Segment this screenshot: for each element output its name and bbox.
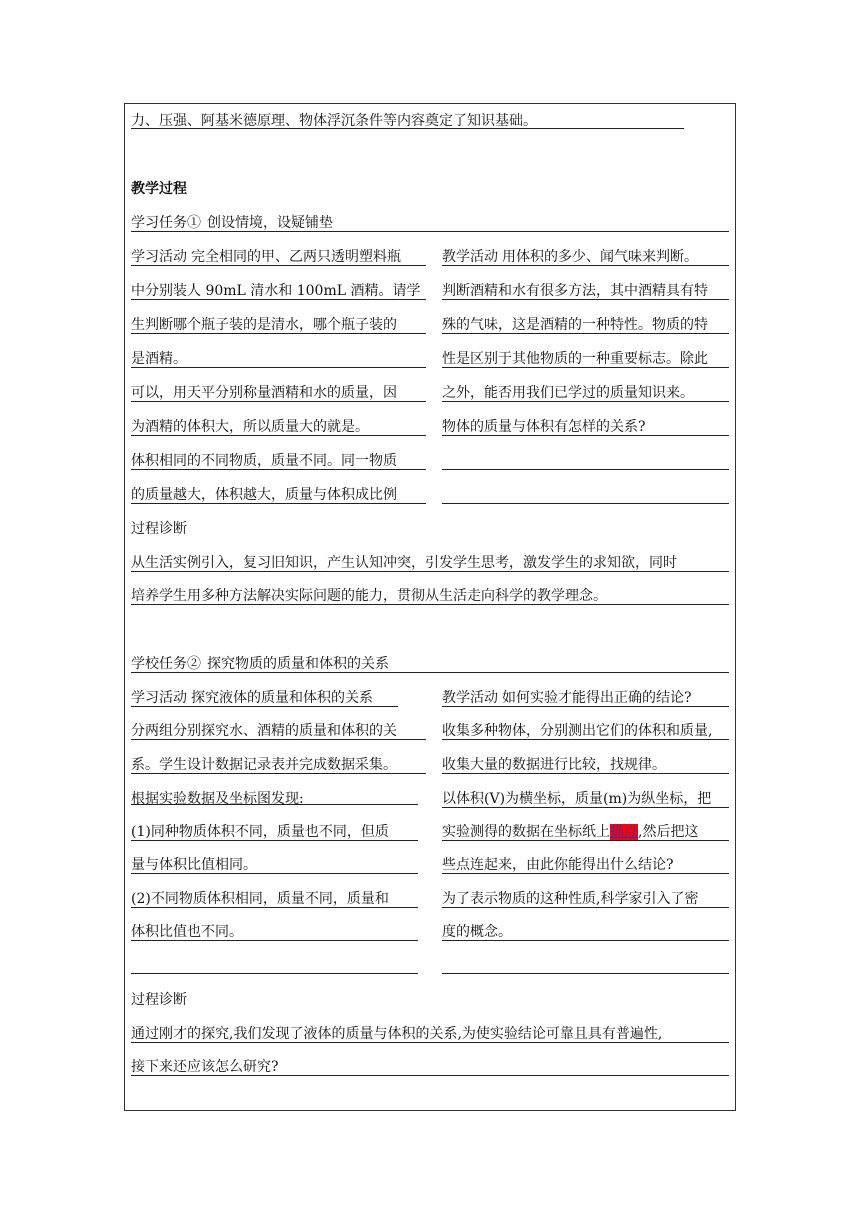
task2-diag-text: 通过刚才的探究,我们发现了液体的质量与体积的关系,为使实验结论可靠且具有普遍性, [131, 1026, 663, 1042]
underline [131, 940, 418, 941]
underline [131, 973, 418, 974]
underline [442, 773, 729, 774]
underline [442, 940, 729, 941]
underline [442, 706, 729, 707]
task2-left-text: 探究液体的质量和体积的关系 [191, 690, 373, 706]
task1-right-text: 之外，能否用我们已学过的质量知识来。 [442, 385, 694, 401]
underline [131, 1042, 729, 1043]
task2-title: 探究物质的质量和体积的关系 [207, 656, 389, 672]
underline [131, 604, 729, 605]
task2-diag-text: 接下来还应该怎么研究? [131, 1059, 279, 1075]
task1-diag-text: 培养学生用多种方法解决实际问题的能力，贯彻从生活走向科学的教学理念。 [131, 588, 607, 604]
underline [442, 299, 729, 300]
underline [131, 265, 426, 266]
task2-left-text: 根据实验数据及坐标图发现: [131, 791, 304, 807]
underline [131, 503, 426, 504]
task2-left-row-0 [131, 689, 373, 707]
underline [131, 706, 398, 707]
underline [131, 739, 426, 740]
task2-right-row-4 [442, 823, 698, 841]
task1-left-text: 为酒精的体积大，所以质量大的就是。 [131, 419, 369, 435]
task1-left-text: 是酒精。 [131, 351, 187, 367]
task2-right-text: 度的概念。 [442, 924, 512, 940]
underline [131, 571, 729, 572]
task1-header [131, 214, 333, 232]
underline [131, 804, 418, 805]
underline [442, 739, 729, 740]
underline [442, 435, 729, 436]
task1-left-text: 的质量越大，体积越大，质量与体积成比例 [131, 487, 397, 503]
task2-header [131, 655, 389, 673]
task2-left-text: (1)同种物质体积不同，质量也不同，但质 [131, 824, 389, 840]
task1-left-label: 学习活动 [131, 249, 187, 265]
task2-left-label: 学习活动 [131, 690, 187, 706]
underline [442, 503, 729, 504]
task2-right-text: 收集大量的数据进行比较，找规律。 [442, 757, 666, 773]
underline [442, 840, 729, 841]
underline [131, 333, 426, 334]
underline [442, 401, 729, 402]
task1-right-text: 用体积的多少、闻气味来判断。 [502, 249, 698, 265]
underline [131, 1075, 729, 1076]
task1-right-text: 物体的质量与体积有怎样的关系? [442, 419, 646, 435]
underline [131, 231, 729, 232]
task1-right-text: 判断酒精和水有很多方法，其中酒精具有特 [442, 283, 708, 299]
underline [442, 807, 729, 808]
task2-right-row-0 [442, 689, 692, 707]
task2-right-text: 实验测得的数据在坐标纸上 [442, 824, 610, 840]
task2-right-text: ,然后把这 [638, 824, 699, 840]
task1-left-text: 中分别装人 90mL 清水和 100mL 酒精。请学 [131, 283, 421, 299]
task2-diag-label: 过程诊断 [131, 992, 187, 1008]
underline [131, 907, 418, 908]
task1-left-text: 生判断哪个瓶子装的是清水，哪个瓶子装的 [131, 317, 397, 333]
task2-left-text: 分两组分别探究水、酒精的质量和体积的关 [131, 723, 397, 739]
task1-left-text: 完全相同的甲、乙两只透明塑料瓶 [191, 249, 401, 265]
underline [131, 128, 684, 129]
underline [131, 299, 426, 300]
underline [442, 333, 729, 334]
highlighted-term: 描点 [610, 824, 638, 840]
underline [131, 773, 426, 774]
task1-diag-text: 从生活实例引入，复习旧知识，产生认知冲突，引发学生思考，激发学生的求知欲，同时 [131, 555, 677, 571]
underline [131, 873, 418, 874]
underline [131, 435, 426, 436]
task2-right-text: 收集多种物体，分别测出它们的体积和质量, [442, 723, 713, 739]
task1-label: 学习任务① [131, 215, 201, 231]
task1-title: 创设情境，设疑铺垫 [207, 215, 333, 231]
underline [131, 367, 426, 368]
underline [131, 672, 729, 673]
underline [442, 367, 729, 368]
task2-right-text: 为了表示物质的这种性质,科学家引入了密 [442, 891, 699, 907]
task1-left-text: 体积相同的不同物质，质量不同。同一物质 [131, 453, 397, 469]
task2-label: 学校任务② [131, 656, 201, 672]
task1-right-label: 教学活动 [442, 249, 498, 265]
task2-left-text: 量与体积比值相同。 [131, 857, 257, 873]
underline [442, 973, 729, 974]
task2-right-text: 如何实验才能得出正确的结论? [502, 690, 692, 706]
task1-diag-label: 过程诊断 [131, 521, 187, 537]
intro-line: 力、压强、阿基米德原理、物体浮沉条件等内容奠定了知识基础。 [131, 113, 537, 129]
task2-right-text: 以体积(V)为横坐标，质量(m)为纵坐标，把 [442, 791, 712, 807]
underline [131, 401, 426, 402]
task1-right-text: 性是区别于其他物质的一种重要标志。除此 [442, 351, 708, 367]
task2-right-text: 些点连起来，由此你能得出什么结论? [442, 857, 674, 873]
task2-left-text: 系。学生设计数据记录表并完成数据采集。 [131, 757, 397, 773]
task2-left-text: (2)不同物质体积相同，质量不同，质量和 [131, 891, 389, 907]
underline [442, 873, 729, 874]
underline [131, 840, 418, 841]
task2-left-text: 体积比值也不同。 [131, 924, 243, 940]
task2-right-label: 教学活动 [442, 690, 498, 706]
underline [131, 469, 426, 470]
task1-left-row-0 [131, 248, 401, 266]
underline [442, 265, 729, 266]
task1-left-text: 可以，用天平分别称量酒精和水的质量，因 [131, 385, 397, 401]
underline [442, 469, 729, 470]
underline [442, 907, 729, 908]
task1-right-row-0 [442, 248, 698, 266]
section-title: 教学过程 [131, 181, 187, 197]
task1-right-text: 殊的气味，这是酒精的一种特性。物质的特 [442, 317, 708, 333]
